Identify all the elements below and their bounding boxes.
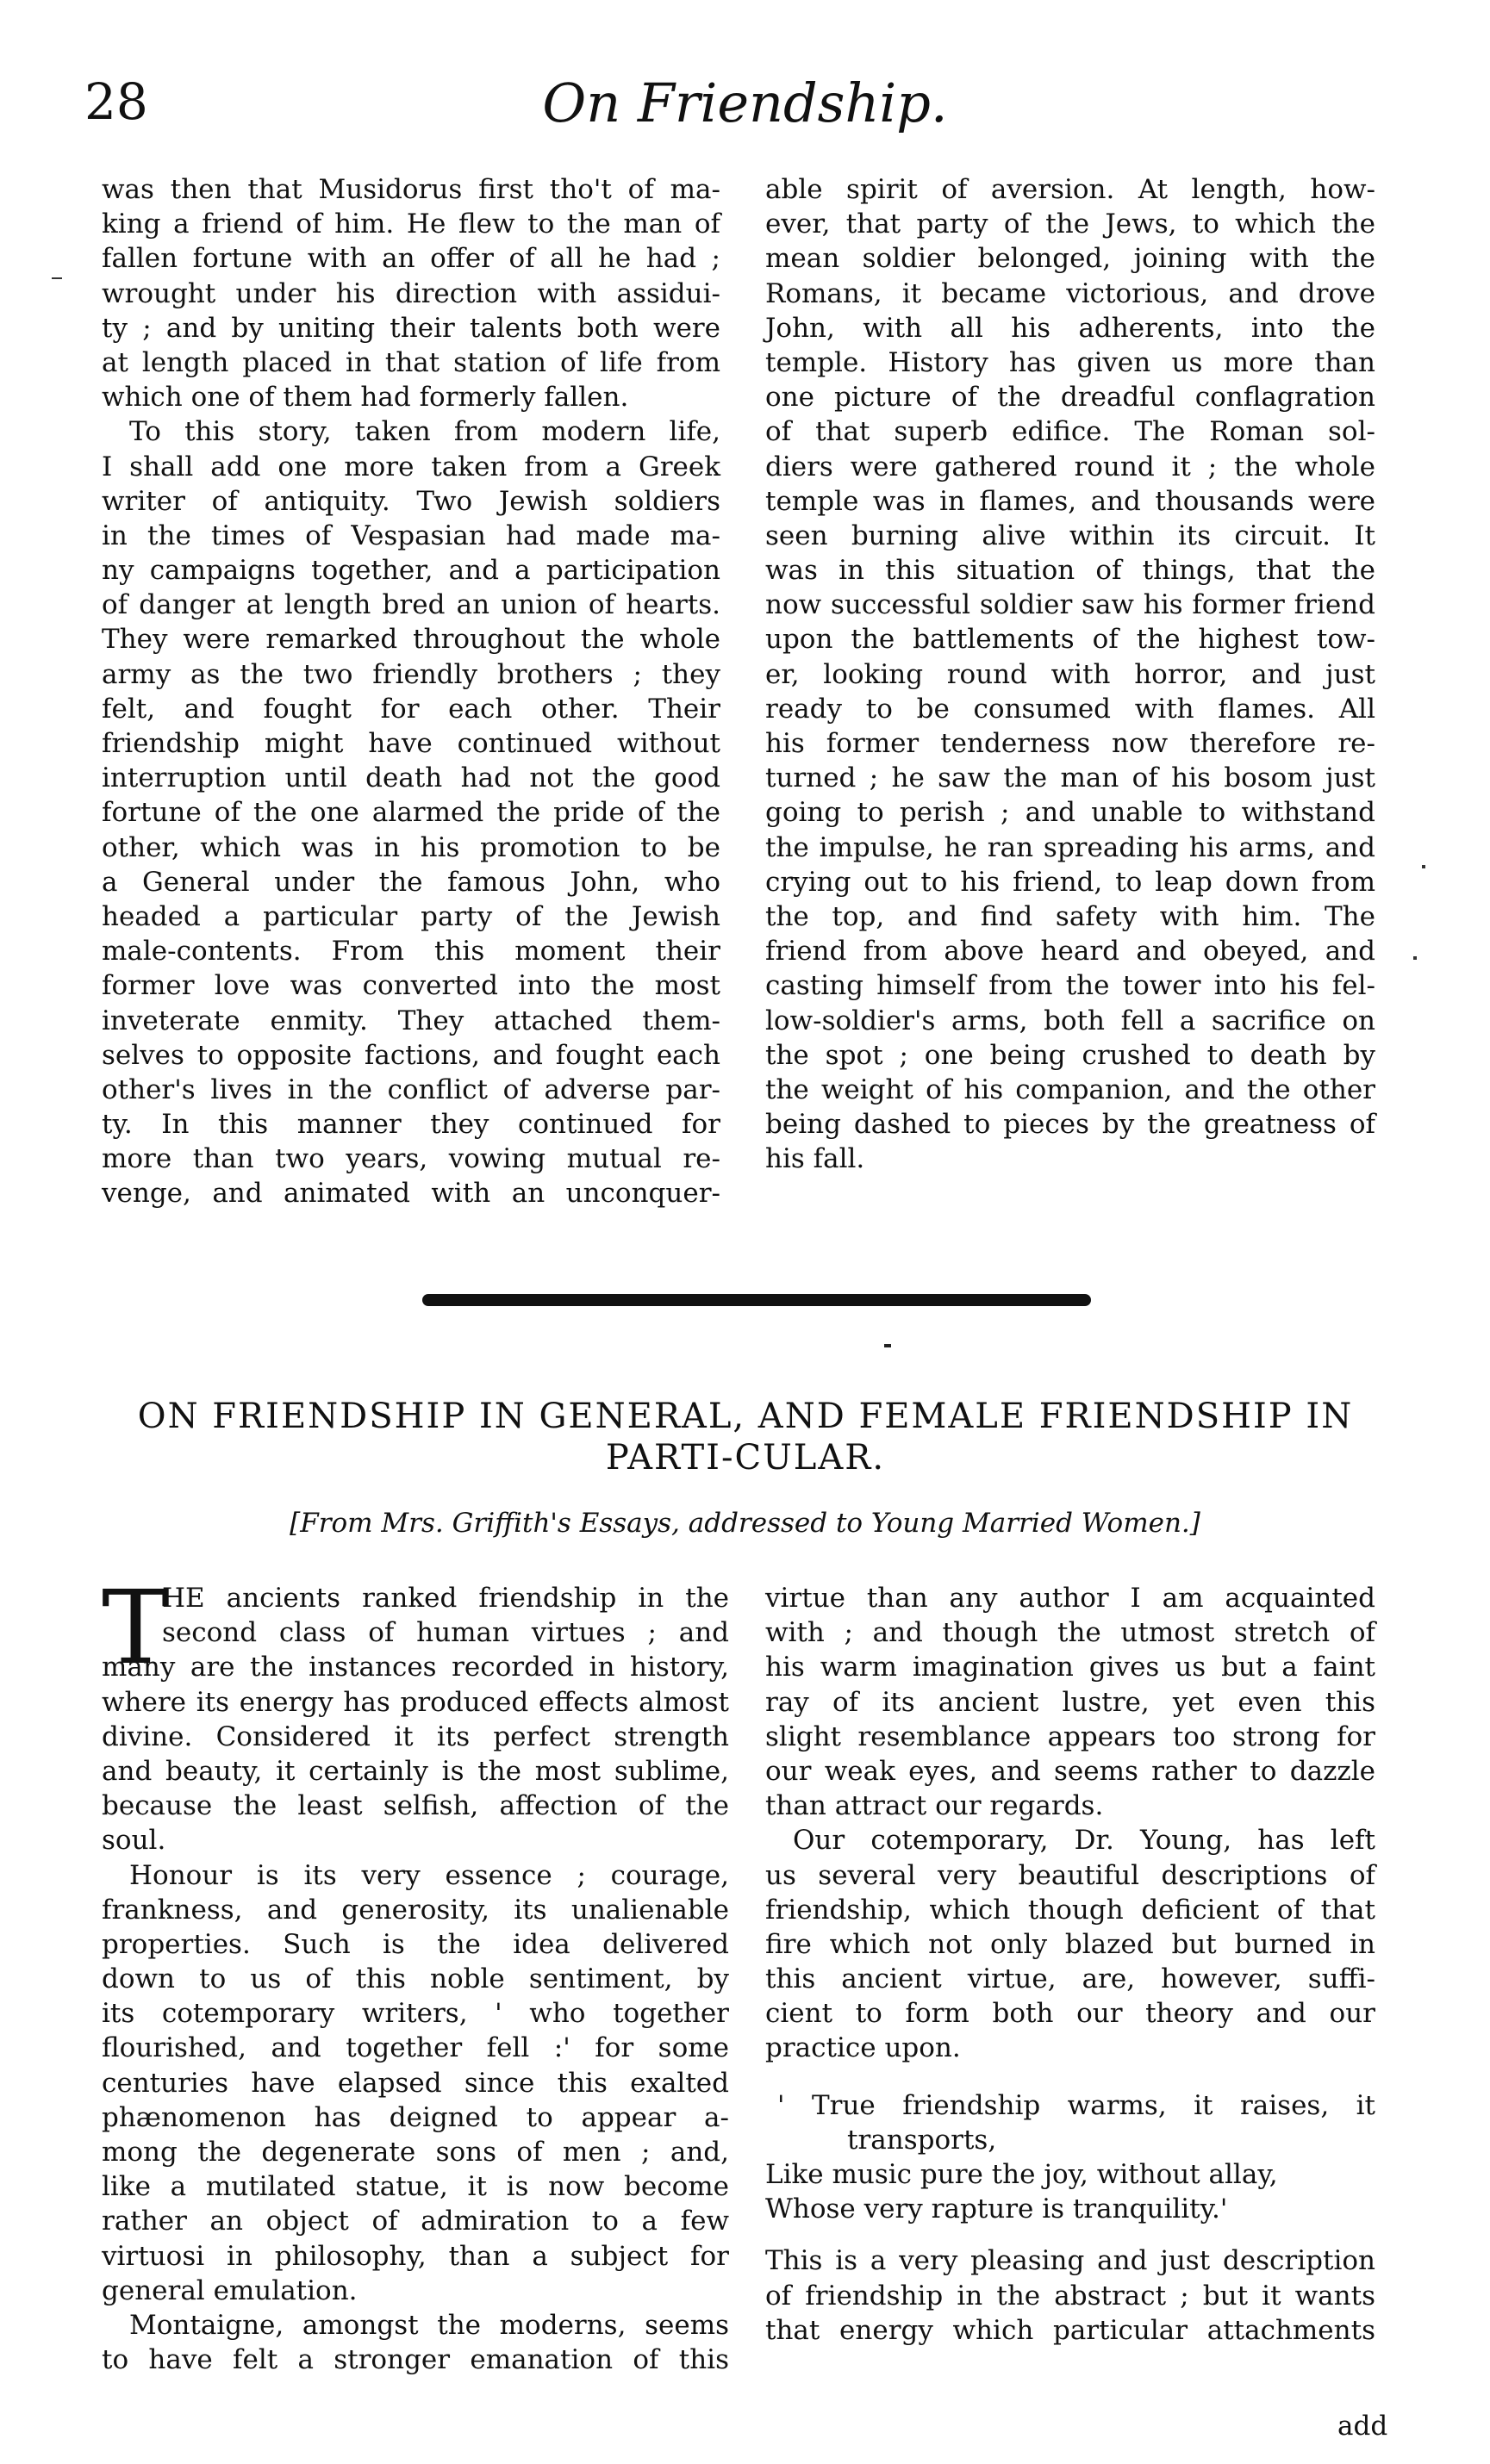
text-line: writer of antiquity. Two Jewish soldiers	[102, 485, 720, 517]
text-line: Romans, it became victorious, and drove	[765, 277, 1375, 309]
text-line: I shall add one more taken from a Greek	[102, 451, 720, 482]
text-line: casting himself from the tower into his fel-	[765, 970, 1375, 1002]
text-line: the weight of his companion, and the other	[765, 1073, 1375, 1105]
text-line: to have felt a stronger emanation of this	[102, 2344, 729, 2376]
text-line: ty. In this manner they continued for	[102, 1109, 720, 1141]
article-title: ON FRIENDSHIP IN GENERAL, AND FEMALE FRIENDSHIP IN PARTI-CULAR.	[137, 1397, 1354, 1478]
text-line: diers were gathered round it ; the whole	[765, 451, 1375, 482]
text-line: in the times of Vespasian had made ma-	[102, 520, 720, 551]
text-line: wrought under his direction with assidui-	[102, 277, 720, 309]
text-line: with ; and though the utmost stretch of	[765, 1617, 1375, 1649]
text-line: fallen fortune with an offer of all he had ;	[102, 243, 720, 275]
text-line: er, looking round with horror, and just	[765, 658, 1375, 690]
text-line: of danger at length bred an union of hearts.	[102, 589, 720, 621]
text-line: than attract our regards.	[765, 1790, 1104, 1822]
text-line: which one of them had formerly fallen.	[102, 382, 629, 414]
text-line: fortune of the one alarmed the pride of the	[102, 797, 720, 829]
verse-line: Like music pure the joy, without allay,	[765, 2159, 1278, 2190]
text-line: turned ; he saw the man of his bosom just	[765, 762, 1375, 794]
text-line: this ancient virtue, are, however, suffi-	[765, 1963, 1375, 1995]
text-line: being dashed to pieces by the greatness of	[765, 1109, 1375, 1141]
text-line: felt, and fought for each other. Their	[102, 693, 720, 725]
text-line: flourished, and together fell :' for some	[102, 2032, 729, 2064]
text-line: and beauty, it certainly is the most sublime,	[102, 1755, 729, 1787]
text-line: was then that Musidorus first tho't of ma-	[102, 174, 720, 205]
text-line: Our cotemporary, Dr. Young, has left	[793, 1825, 1375, 1857]
text-line: able spirit of aversion. At length, how-	[765, 174, 1375, 205]
text-line: low-soldier's arms, both fell a sacrifice on	[765, 1005, 1375, 1036]
text-line: going to perish ; and unable to withstand	[765, 797, 1375, 829]
margin-mark	[1422, 865, 1425, 868]
text-line: virtuosi in philosophy, than a subject for	[102, 2240, 729, 2272]
text-line: soul.	[102, 1825, 166, 1857]
section-divider-rule	[422, 1294, 1091, 1306]
previous-article-right-column	[765, 172, 1375, 1176]
running-head: On Friendship.	[542, 72, 948, 134]
text-line: To this story, taken from modern life,	[129, 416, 720, 448]
verse-line: transports,	[847, 2124, 997, 2156]
text-line: Montaigne, amongst the moderns, seems	[129, 2309, 729, 2341]
margin-mark	[1413, 956, 1417, 960]
text-line: They were remarked throughout the whole	[102, 624, 720, 656]
text-line: the spot ; one being crushed to death by	[765, 1039, 1375, 1071]
text-line: that energy which particular attachments	[765, 2314, 1375, 2346]
text-line: divine. Considered it its perfect strength	[102, 1720, 729, 1752]
previous-article-left-column	[102, 172, 720, 1211]
text-line: other, which was in his promotion to be	[102, 831, 720, 863]
text-line: phænomenon has deigned to appear a-	[102, 2101, 729, 2133]
text-line: its cotemporary writers, ' who together	[102, 1998, 729, 2030]
page-number: 28	[84, 72, 148, 131]
text-line: general emulation.	[102, 2274, 358, 2306]
text-line: slight resemblance appears too strong for	[765, 1720, 1375, 1752]
text-line: ny campaigns together, and a participation	[102, 555, 720, 587]
text-line: practice upon.	[765, 2032, 961, 2064]
article-right-column	[765, 1581, 1375, 2348]
verse-quotation	[765, 2088, 1375, 2227]
ink-speck	[884, 1344, 891, 1347]
text-line: temple. History has given us more than	[765, 346, 1375, 378]
text-line: one picture of the dreadful conflagration	[765, 382, 1375, 414]
text-line: friendship, which though deficient of that	[765, 1894, 1375, 1926]
text-line: fire which not only blazed but burned in	[765, 1928, 1375, 1960]
text-line: headed a particular party of the Jewish	[102, 900, 720, 932]
text-line: of that superb edifice. The Roman sol-	[765, 416, 1375, 448]
text-line: of friendship in the abstract ; but it wants	[765, 2280, 1375, 2312]
text-line: ready to be consumed with flames. All	[765, 693, 1375, 725]
text-line: ever, that party of the Jews, to which the	[765, 208, 1375, 240]
text-line: his fall.	[765, 1143, 865, 1175]
text-line: king a friend of him. He flew to the man of	[102, 208, 720, 240]
article-source-line: [From Mrs. Griffith's Essays, addressed to Young Married Women.]	[290, 1508, 1200, 1539]
text-line: friendship might have continued without	[102, 728, 720, 759]
article-left-column	[102, 1581, 729, 2377]
text-line: us several very beautiful descriptions of	[765, 1859, 1375, 1891]
text-line: second class of human virtues ; and	[162, 1617, 729, 1649]
text-line: cient to form both our theory and our	[765, 1998, 1375, 2030]
text-line: frankness, and generosity, its unalienable	[102, 1894, 729, 1926]
text-line: interruption until death had not the good	[102, 762, 720, 794]
text-line: properties. Such is the idea delivered	[102, 1928, 729, 1960]
text-line: This is a very pleasing and just description	[765, 2245, 1375, 2277]
text-line: ty ; and by uniting their talents both were	[102, 312, 720, 344]
text-line: the impulse, he ran spreading his arms, and	[765, 831, 1375, 863]
text-line: mong the degenerate sons of men ; and,	[102, 2137, 729, 2168]
text-line: friend from above heard and obeyed, and	[765, 936, 1375, 968]
text-line: crying out to his friend, to leap down from	[765, 866, 1375, 898]
text-line: the top, and find safety with him. The	[765, 900, 1375, 932]
text-line: mean soldier belonged, joining with the	[765, 243, 1375, 275]
text-line: was in this situation of things, that the	[765, 555, 1375, 587]
text-line: former love was converted into the most	[102, 970, 720, 1002]
verse-line: Whose very rapture is tranquility.'	[765, 2193, 1228, 2225]
text-line: centuries have elapsed since this exalted	[102, 2067, 729, 2099]
text-line: Honour is its very essence ; courage,	[129, 1859, 729, 1891]
text-line: virtue than any author I am acquainted	[765, 1583, 1375, 1614]
article-right-prose	[765, 1581, 1375, 2066]
text-line: because the least selfish, affection of the	[102, 1790, 729, 1822]
catchword: add	[1337, 2411, 1388, 2442]
text-line: venge, and animated with an unconquer-	[102, 1178, 720, 1210]
text-line: rather an object of admiration to a few	[102, 2206, 729, 2237]
text-line: inveterate enmity. They attached them-	[102, 1005, 720, 1036]
text-line: temple was in flames, and thousands were	[765, 485, 1375, 517]
drop-cap: T	[102, 1568, 170, 1687]
text-line: HE ancients ranked friendship in the	[162, 1583, 729, 1614]
text-line: seen burning alive within its circuit. It	[765, 520, 1375, 551]
verse-line: ' True friendship warms, it raises, it	[777, 2089, 1375, 2121]
text-line: other's lives in the conflict of adverse par-	[102, 1073, 720, 1105]
text-line: ray of its ancient lustre, yet even this	[765, 1686, 1375, 1718]
text-line: now successful soldier saw his former friend	[765, 589, 1375, 621]
article-right-continuation	[765, 2243, 1375, 2348]
text-line: like a mutilated statue, it is now become	[102, 2171, 729, 2203]
text-line: many are the instances recorded in history,	[102, 1652, 729, 1683]
text-line: male-contents. From this moment their	[102, 936, 720, 968]
text-line: John, with all his adherents, into the	[765, 312, 1375, 344]
margin-mark	[52, 277, 62, 279]
text-line: down to us of this noble sentiment, by	[102, 1963, 729, 1995]
text-line: a General under the famous John, who	[102, 866, 720, 898]
text-line: our weak eyes, and seems rather to dazzle	[765, 1755, 1375, 1787]
text-line: his warm imagination gives us but a faint	[765, 1652, 1375, 1683]
text-line: army as the two friendly brothers ; they	[102, 658, 720, 690]
text-line: at length placed in that station of life from	[102, 346, 720, 378]
text-line: selves to opposite factions, and fought each	[102, 1039, 720, 1071]
text-line: where its energy has produced effects almost	[102, 1686, 729, 1718]
text-line: his former tenderness now therefore re-	[765, 728, 1375, 759]
text-line: upon the battlements of the highest tow-	[765, 624, 1375, 656]
text-line: more than two years, vowing mutual re-	[102, 1143, 720, 1175]
